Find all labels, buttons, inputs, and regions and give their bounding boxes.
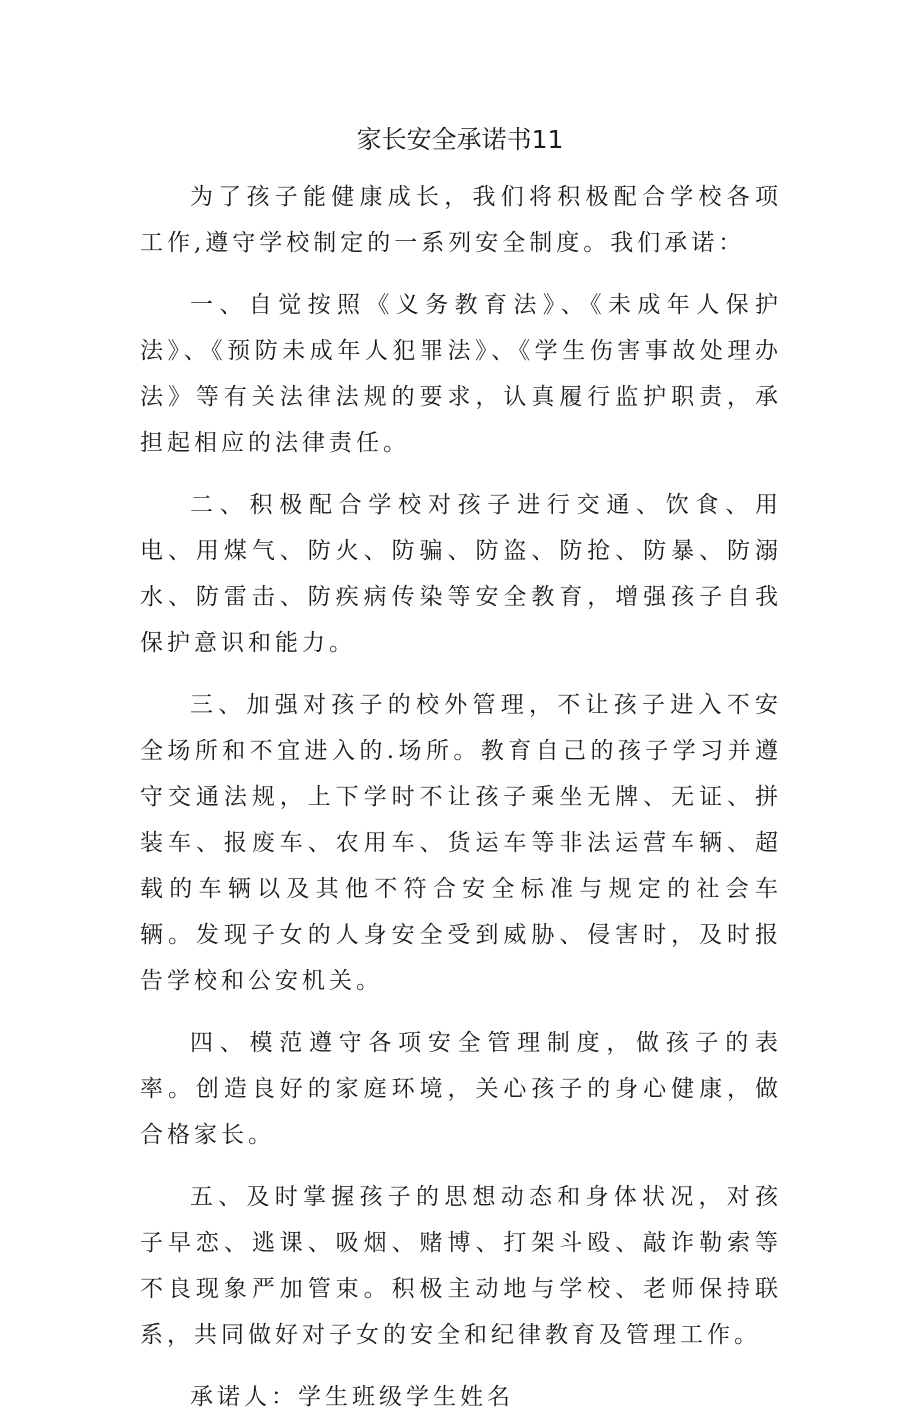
intro-paragraph: 为了孩子能健康成长，我们将积极配合学校各项工作,遵守学校制定的一系列安全制度。我们承诺： bbox=[140, 184, 782, 256]
document-title: 家长安全承诺书11 bbox=[356, 125, 564, 154]
commitment-paragraph-4: 四、模范遵守各项安全管理制度，做孩子的表率。创造良好的家庭环境，关心孩子的身心健康，做合格家长。 bbox=[140, 1030, 782, 1148]
commitment-paragraph-2: 二、积极配合学校对孩子进行交通、饮食、用电、用煤气、防火、防骗、防盗、防抢、防暴、防溺水、防雷击、防疾病传染等安全教育，增强孩子自我保护意识和能力。 bbox=[140, 492, 782, 656]
signature-line: 承诺人：学生班级学生姓名 bbox=[190, 1384, 514, 1410]
commitment-paragraph-5: 五、及时掌握孩子的思想动态和身体状况，对孩子早恋、逃课、吸烟、赌博、打架斗殴、敲诈勒索等不良现象严加管束。积极主动地与学校、老师保持联系，共同做好对子女的安全和纪律教育及管理工作。 bbox=[140, 1184, 782, 1348]
commitment-paragraph-1: 一、自觉按照《义务教育法》、《未成年人保护法》、《预防未成年人犯罪法》、《学生伤害事故处理办法》等有关法律法规的要求，认真履行监护职责，承担起相应的法律责任。 bbox=[140, 292, 782, 456]
commitment-paragraph-3: 三、加强对孩子的校外管理，不让孩子进入不安全场所和不宜进入的.场所。教育自己的孩子学习并遵守交通法规，上下学时不让孩子乘坐无牌、无证、拼装车、报废车、农用车、货运车等非法运营车辆、超载的车辆以及其他不符合安全标准与规定的社会车辆。发现子女的人身安全受到威胁、侵害时，及时报告学校和公安机关。 bbox=[140, 692, 782, 994]
document-body bbox=[140, 174, 782, 1420]
